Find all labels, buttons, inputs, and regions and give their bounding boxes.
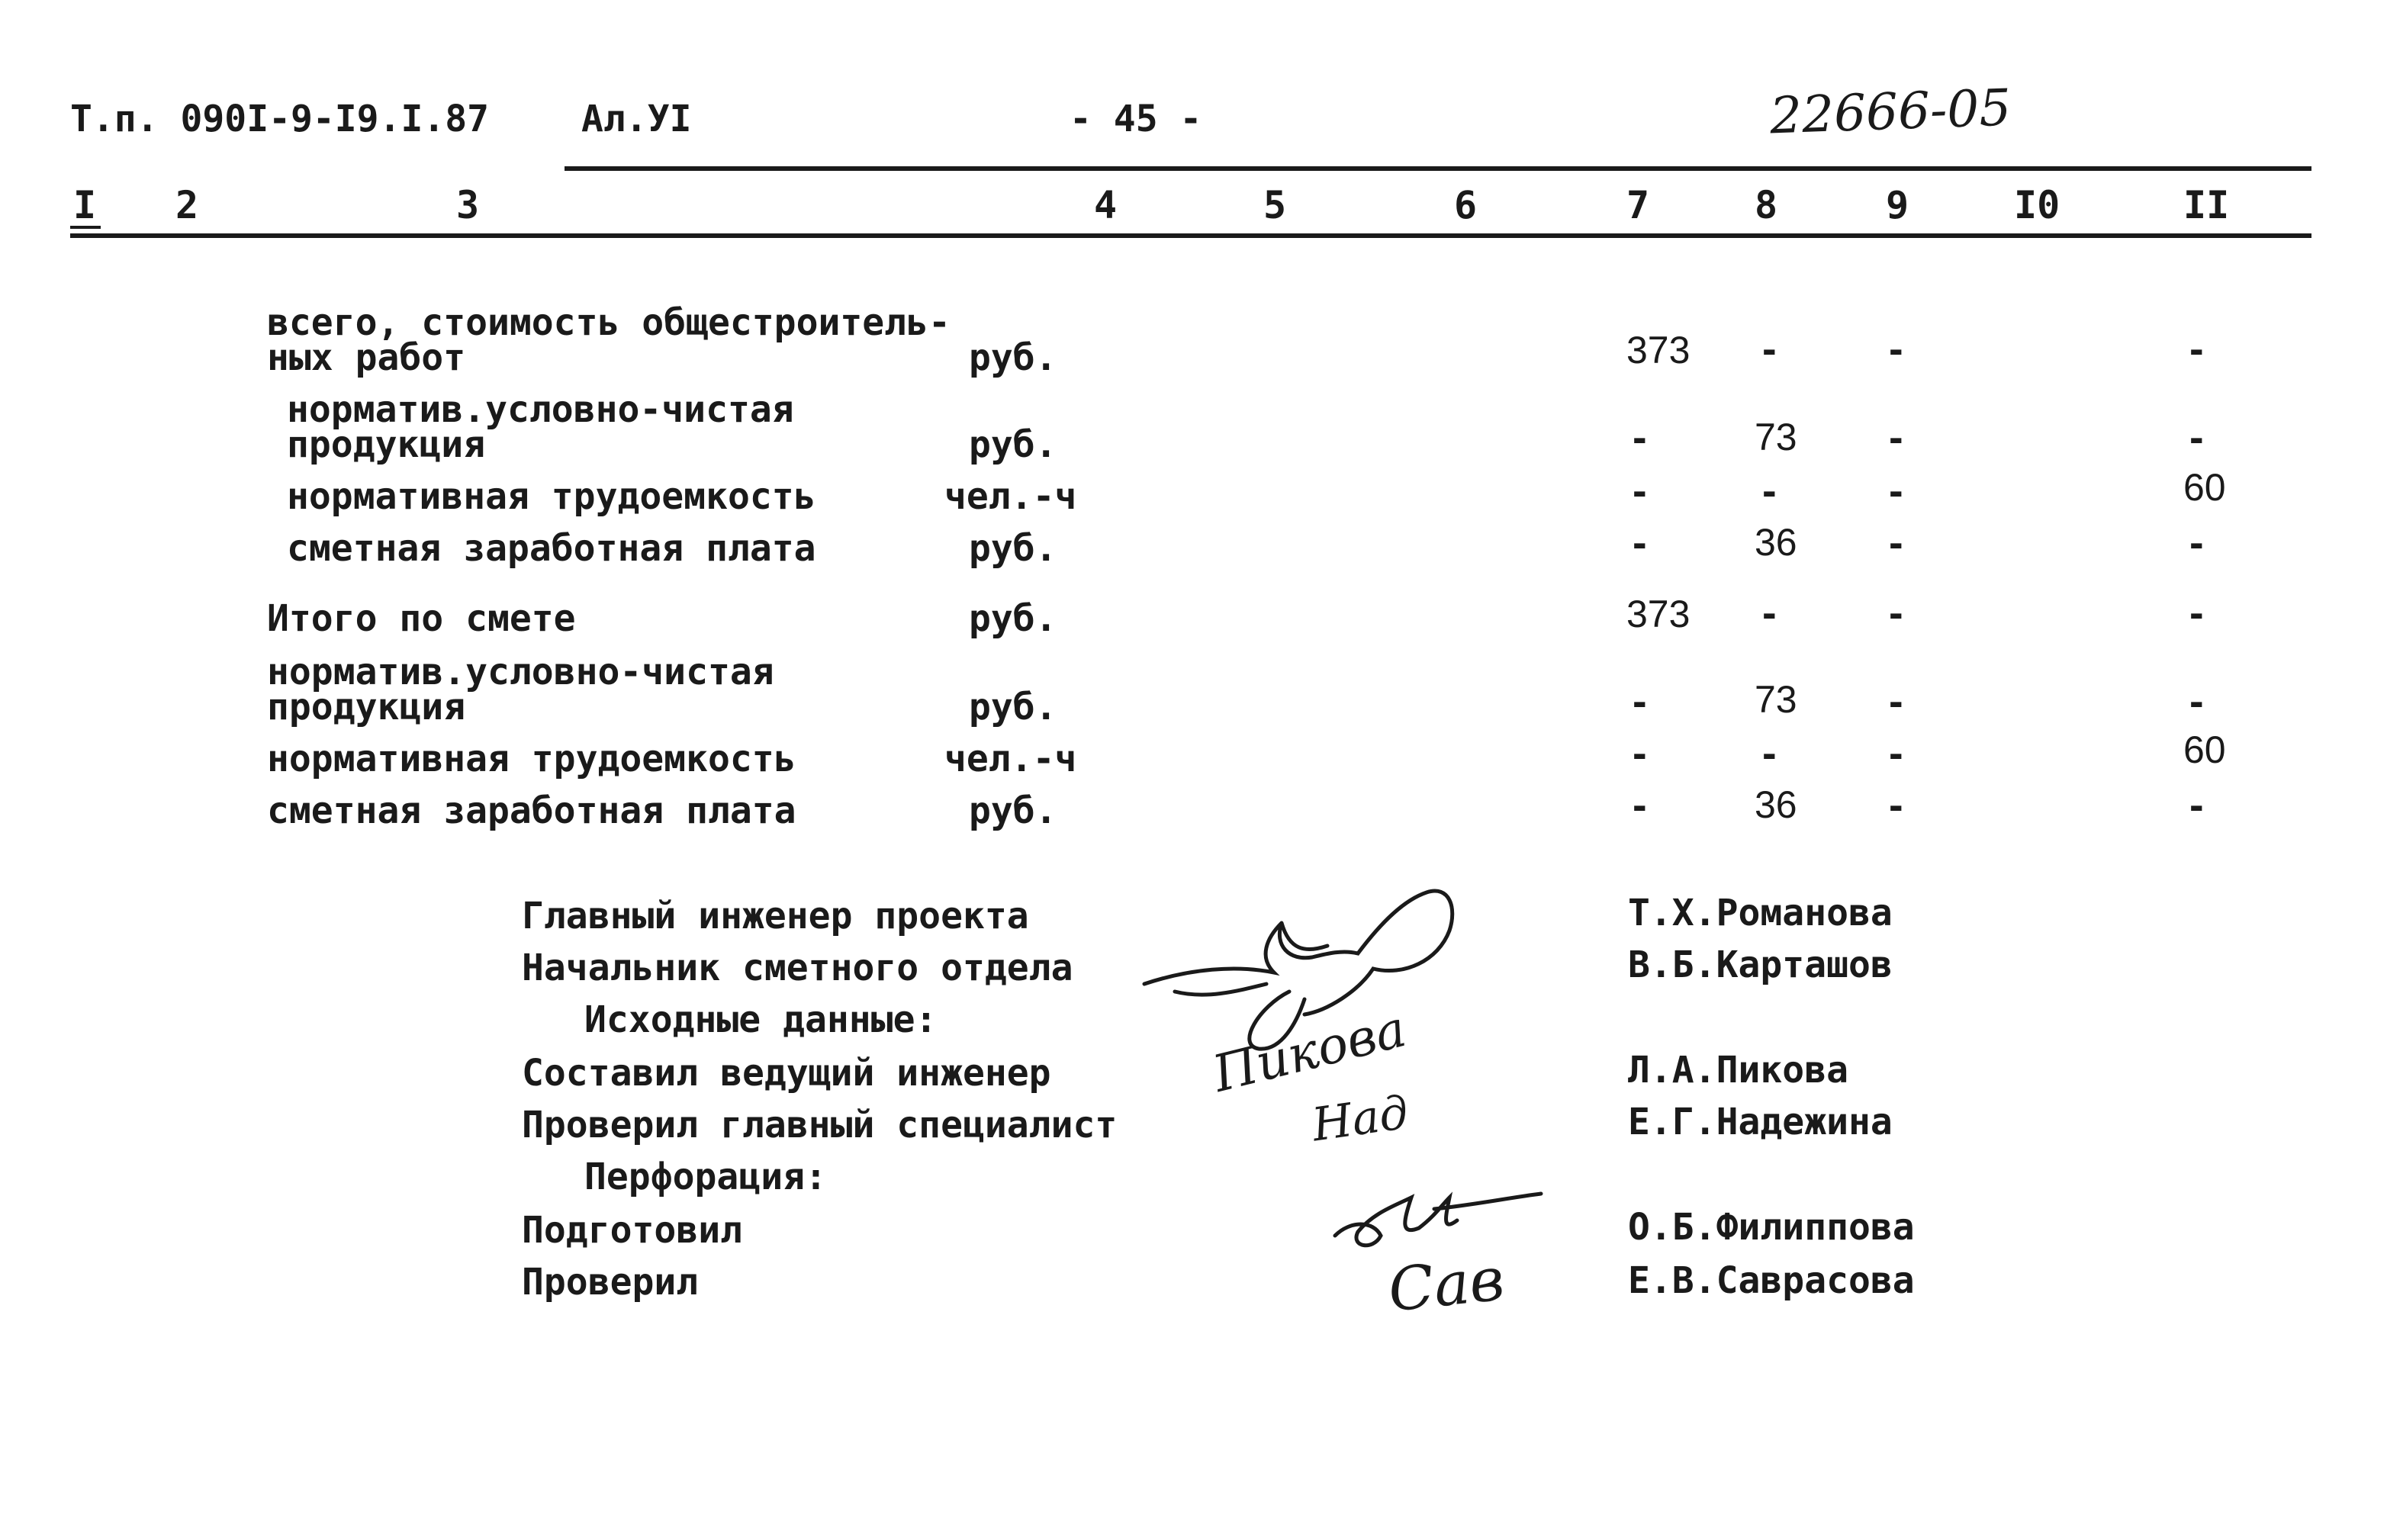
row-c11: 60 [2183,466,2226,509]
row-c11: - [2189,413,2204,461]
row-label-cont: ных работ [267,336,466,379]
row-label: сметная заработная плата [287,527,816,570]
row-unit: руб. [969,597,1057,640]
row-label-cont: продукция [267,686,466,728]
signatory-role: Проверил [522,1261,699,1304]
signatory-name: О.Б.Филиппова [1628,1206,1915,1249]
row-c7: - [1633,413,1647,461]
row-c9: - [1889,677,1903,725]
col-2: 2 [175,183,199,227]
signatory-role: Составил ведущий инженер [522,1052,1051,1095]
signatory-name: Л.А.Пикова [1628,1049,1848,1092]
col-1: I [73,183,97,227]
row-c9: - [1889,466,1903,514]
row-unit: руб. [969,686,1057,728]
signatory-name: Т.Х.Романова [1628,892,1893,934]
row-unit: руб. [969,527,1057,570]
col-3: 3 [456,183,480,227]
row-label: норматив.условно-чистая [287,388,794,431]
row-c8: 36 [1755,521,1797,564]
row-c8: 73 [1755,678,1797,721]
row-label: нормативная трудоемкость [267,738,796,780]
col-8: 8 [1755,183,1778,227]
row-c11: - [2189,518,2204,566]
row-unit: чел.-ч [944,475,1077,518]
row-c8: - [1762,324,1777,372]
row-c7: - [1633,780,1647,828]
row-unit: руб. [969,789,1057,832]
row-label: норматив.условно-чистая [267,651,774,693]
row-c8: - [1762,588,1777,636]
row-c9: - [1889,588,1903,636]
row-c9: - [1889,518,1903,566]
signatory-name: В.Б.Карташов [1628,944,1893,986]
col-5: 5 [1263,183,1287,227]
row-c9: - [1889,413,1903,461]
row-label: нормативная трудоемкость [287,475,816,518]
signatory-name: Е.Г.Надежина [1628,1101,1893,1143]
section-label: Исходные данные: [584,998,938,1041]
signature-savrasova: Сав [1385,1245,1507,1326]
doc-number: 22666-05 [1768,78,2012,146]
signatory-role: Начальник сметного отдела [522,947,1073,989]
col-header-rule [70,233,2311,238]
row-c9: - [1889,780,1903,828]
signature-pikova: Пикова [1207,999,1412,1104]
col-9: 9 [1886,183,1909,227]
signatory-role: Подготовил [522,1209,742,1252]
row-label: Итого по смете [267,597,576,640]
row-c8: - [1762,466,1777,514]
row-label-cont: продукция [287,423,486,466]
row-c7: - [1633,677,1647,725]
row-c7: - [1633,466,1647,514]
col-7: 7 [1626,183,1650,227]
col-4: 4 [1094,183,1118,227]
row-c7: - [1633,518,1647,566]
row-c7: - [1633,728,1647,776]
row-unit: руб. [969,336,1057,379]
row-unit: чел.-ч [944,738,1077,780]
row-c11: - [2189,588,2204,636]
row-c11: - [2189,780,2204,828]
signatory-role: Проверил главный специалист [522,1104,1118,1146]
row-c7: 373 [1626,593,1691,635]
row-c7: 373 [1626,329,1691,371]
signatory-name: Е.В.Саврасова [1628,1259,1915,1302]
col-10: I0 [2014,183,2060,227]
signatory-role: Главный инженер проекта [522,895,1029,937]
signature-nadezhina: Над [1308,1085,1412,1153]
row-c11: - [2189,677,2204,725]
col-6: 6 [1454,183,1478,227]
doc-code: Т.п. 090I-9-I9.I.87 [70,98,490,140]
page-number: - 45 - [1070,98,1202,140]
row-unit: руб. [969,423,1057,466]
col-11: II [2183,183,2230,227]
row-label: всего, стоимость общестроитель- [267,301,951,344]
row-c11: 60 [2183,728,2226,771]
album-label: Ал.УI [581,98,692,140]
row-c9: - [1889,728,1903,776]
row-c9: - [1889,324,1903,372]
row-c8: 36 [1755,783,1797,826]
top-rule [565,166,2311,171]
row-label: сметная заработная плата [267,789,796,832]
row-c8: 73 [1755,416,1797,458]
section-label: Перфорация: [584,1156,827,1198]
row-c8: - [1762,728,1777,776]
row-c11: - [2189,324,2204,372]
